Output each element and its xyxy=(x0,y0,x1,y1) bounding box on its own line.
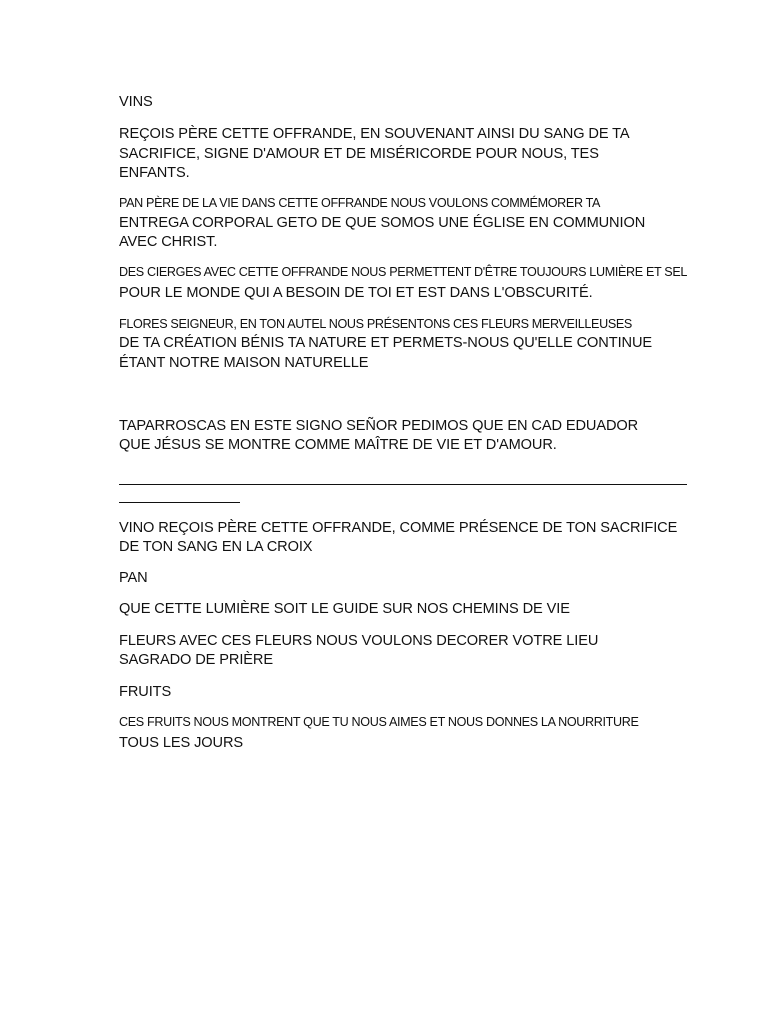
text-line: QUE CETTE LUMIÈRE SOIT LE GUIDE SUR NOS CHEMINS DE VIE xyxy=(119,601,570,617)
separator-rule xyxy=(119,484,687,485)
text-line: PAN xyxy=(119,570,148,586)
text-line: TOUS LES JOURS xyxy=(119,735,244,751)
text-line: CES FRUITS NOUS MONTRENT QUE TU NOUS AIMES ET NOUS DONNES LA NOURRITURE xyxy=(119,715,639,729)
text-line: ENTREGA CORPORAL GETO DE QUE SOMOS UNE ÉGLISE EN COMMUNION xyxy=(119,215,646,231)
text-line: REÇOIS PÈRE CETTE OFFRANDE, EN SOUVENANT AINSI DU SANG DE TA xyxy=(119,126,630,142)
separator-rule xyxy=(119,502,240,503)
text-line: QUE JÉSUS SE MONTRE COMME MAÎTRE DE VIE ET D'AMOUR. xyxy=(119,437,557,453)
text-line: SACRIFICE, SIGNE D'AMOUR ET DE MISÉRICORDE POUR NOUS, TES xyxy=(119,146,599,162)
text-line: FLEURS AVEC CES FLEURS NOUS VOULONS DECORER VOTRE LIEU xyxy=(119,633,599,649)
text-line: FLORES SEIGNEUR, EN TON AUTEL NOUS PRÉSENTONS CES FLEURS MERVEILLEUSES xyxy=(119,317,632,331)
text-line: VINS xyxy=(119,94,153,110)
text-line: DE TON SANG EN LA CROIX xyxy=(119,539,313,555)
text-line: DES CIERGES AVEC CETTE OFFRANDE NOUS PERMETTENT D'ÊTRE TOUJOURS LUMIÈRE ET SEL xyxy=(119,265,688,279)
text-line: SAGRADO DE PRIÈRE xyxy=(119,652,274,668)
text-line: AVEC CHRIST. xyxy=(119,234,218,250)
text-line: POUR LE MONDE QUI A BESOIN DE TOI ET EST DANS L'OBSCURITÉ. xyxy=(119,285,593,301)
text-line: FRUITS xyxy=(119,684,172,700)
text-line: VINO REÇOIS PÈRE CETTE OFFRANDE, COMME PRÉSENCE DE TON SACRIFICE xyxy=(119,520,678,536)
text-line: ÉTANT NOTRE MAISON NATURELLE xyxy=(119,355,369,371)
text-line: PAN PÈRE DE LA VIE DANS CETTE OFFRANDE NOUS VOULONS COMMÉMORER TA xyxy=(119,196,601,210)
text-line: TAPARROSCAS EN ESTE SIGNO SEÑOR PEDIMOS QUE EN CAD EDUADOR xyxy=(119,418,639,434)
text-line: ENFANTS. xyxy=(119,165,190,181)
text-line: DE TA CRÉATION BÉNIS TA NATURE ET PERMETS-NOUS QU'ELLE CONTINUE xyxy=(119,335,653,351)
